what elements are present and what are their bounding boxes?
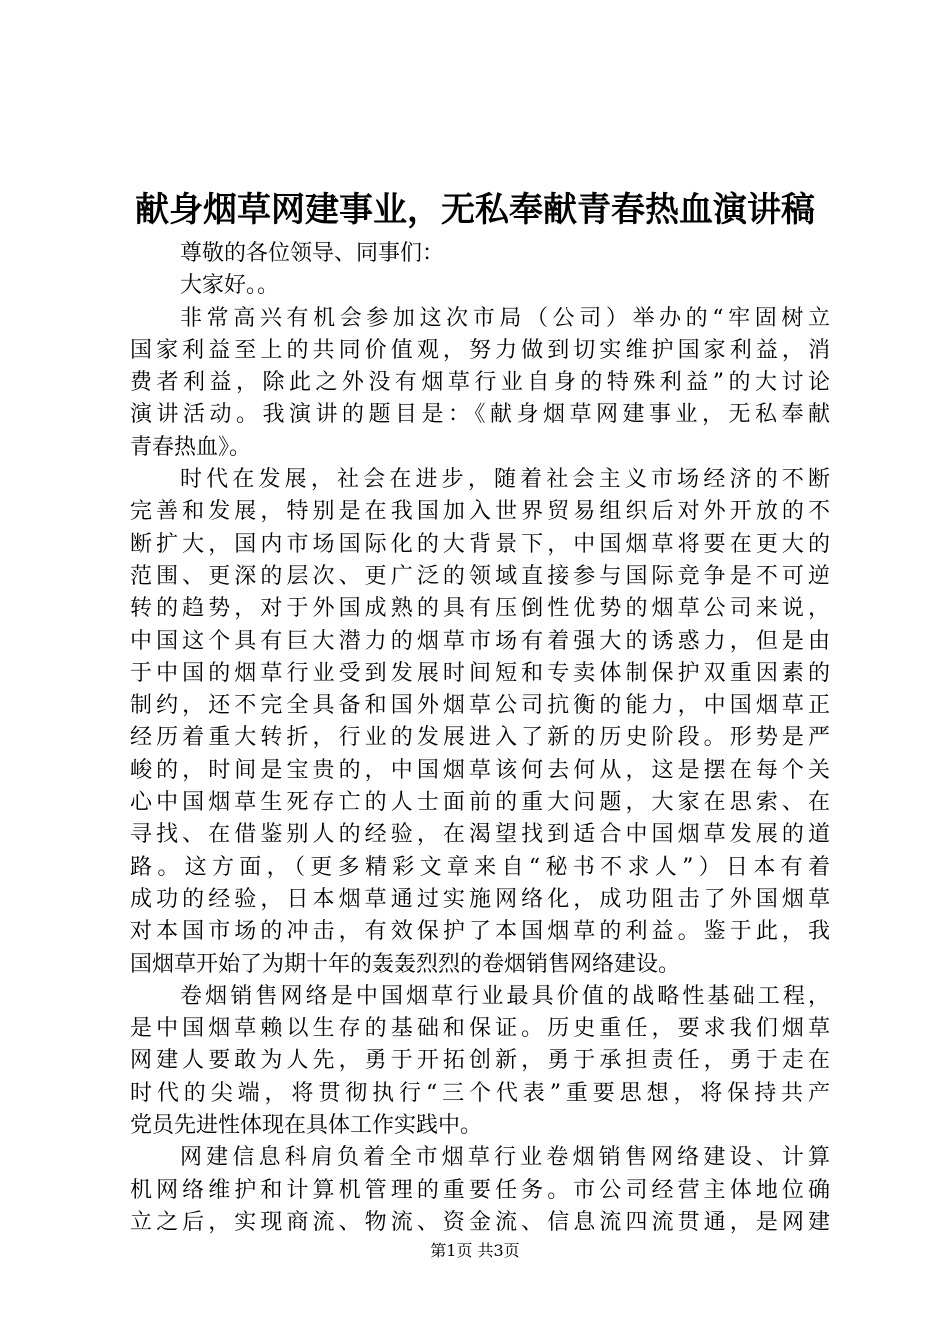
page-footer: 第1页 共3页 bbox=[430, 1241, 520, 1260]
text-line: 寻找、在借鉴别人的经验，在渴望找到适合中国烟草发展的道 bbox=[130, 822, 830, 848]
text-line: 大家好。。 bbox=[180, 273, 280, 299]
document-body bbox=[130, 238, 830, 1239]
text-line: 心中国烟草生死存亡的人士面前的重大问题，大家在思索、在 bbox=[130, 790, 830, 816]
text-line: 完善和发展，特别是在我国加入世界贸易组织后对外开放的不 bbox=[130, 499, 830, 525]
text-line: 时代在发展，社会在进步，随着社会主义市场经济的不断 bbox=[180, 467, 830, 493]
text-line: 路。这方面，（更多精彩文章来自“秘书不求人”）日本有着 bbox=[130, 854, 830, 880]
text-line: 演讲活动。我演讲的题目是：《献身烟草网建事业，无私奉献 bbox=[130, 402, 830, 428]
text-line: 峻的，时间是宝贵的，中国烟草该何去何从，这是摆在每个关 bbox=[130, 757, 830, 783]
text-line: 青春热血》。 bbox=[130, 434, 252, 460]
text-line: 非常高兴有机会参加这次市局（公司）举办的“牢固树立 bbox=[180, 305, 830, 331]
text-line: 是中国烟草赖以生存的基础和保证。历史重任，要求我们烟草 bbox=[130, 1016, 830, 1042]
text-line: 制约，还不完全具备和国外烟草公司抗衡的能力，中国烟草正 bbox=[130, 693, 830, 719]
text-line: 网建信息科肩负着全市烟草行业卷烟销售网络建设、计算 bbox=[180, 1145, 830, 1171]
text-line: 中国这个具有巨大潜力的烟草市场有着强大的诱惑力，但是由 bbox=[130, 628, 830, 654]
text-line: 党员先进性体现在具体工作实践中。 bbox=[130, 1113, 483, 1139]
text-line: 费者利益，除此之外没有烟草行业自身的特殊利益”的大讨论 bbox=[130, 370, 830, 396]
text-line: 国烟草开始了为期十年的轰轰烈烈的卷烟销售网络建设。 bbox=[130, 951, 681, 977]
text-line: 成功的经验，日本烟草通过实施网络化，成功阻击了外国烟草 bbox=[130, 886, 830, 912]
text-line: 范围、更深的层次、更广泛的领域直接参与国际竞争是不可逆 bbox=[130, 563, 830, 589]
text-line: 断扩大，国内市场国际化的大背景下，中国烟草将要在更大的 bbox=[130, 531, 830, 557]
text-line: 国家利益至上的共同价值观，努力做到切实维护国家利益，消 bbox=[130, 337, 830, 363]
text-line: 尊敬的各位领导、同事们： bbox=[180, 241, 445, 266]
text-line: 卷烟销售网络是中国烟草行业最具价值的战略性基础工程， bbox=[180, 983, 830, 1009]
text-line: 时代的尖端，将贯彻执行“三个代表”重要思想，将保持共产 bbox=[130, 1080, 830, 1106]
text-line: 经历着重大转折，行业的发展进入了新的历史阶段。形势是严 bbox=[130, 725, 830, 751]
text-line: 网建人要敢为人先，勇于开拓创新，勇于承担责任，勇于走在 bbox=[130, 1048, 830, 1074]
text-line: 转的趋势，对于外国成熟的具有压倒性优势的烟草公司来说， bbox=[130, 596, 830, 622]
text-line: 对本国市场的冲击，有效保护了本国烟草的利益。鉴于此，我 bbox=[130, 919, 830, 945]
text-line: 机网络维护和计算机管理的重要任务。市公司经营主体地位确 bbox=[130, 1177, 830, 1203]
text-line: 于中国的烟草行业受到发展时间短和专卖体制保护双重因素的 bbox=[130, 660, 830, 686]
document-title: 献身烟草网建事业，无私奉献青春热血演讲稿 bbox=[135, 190, 815, 230]
text-line: 立之后，实现商流、物流、资金流、信息流四流贯通，是网建 bbox=[130, 1209, 830, 1235]
